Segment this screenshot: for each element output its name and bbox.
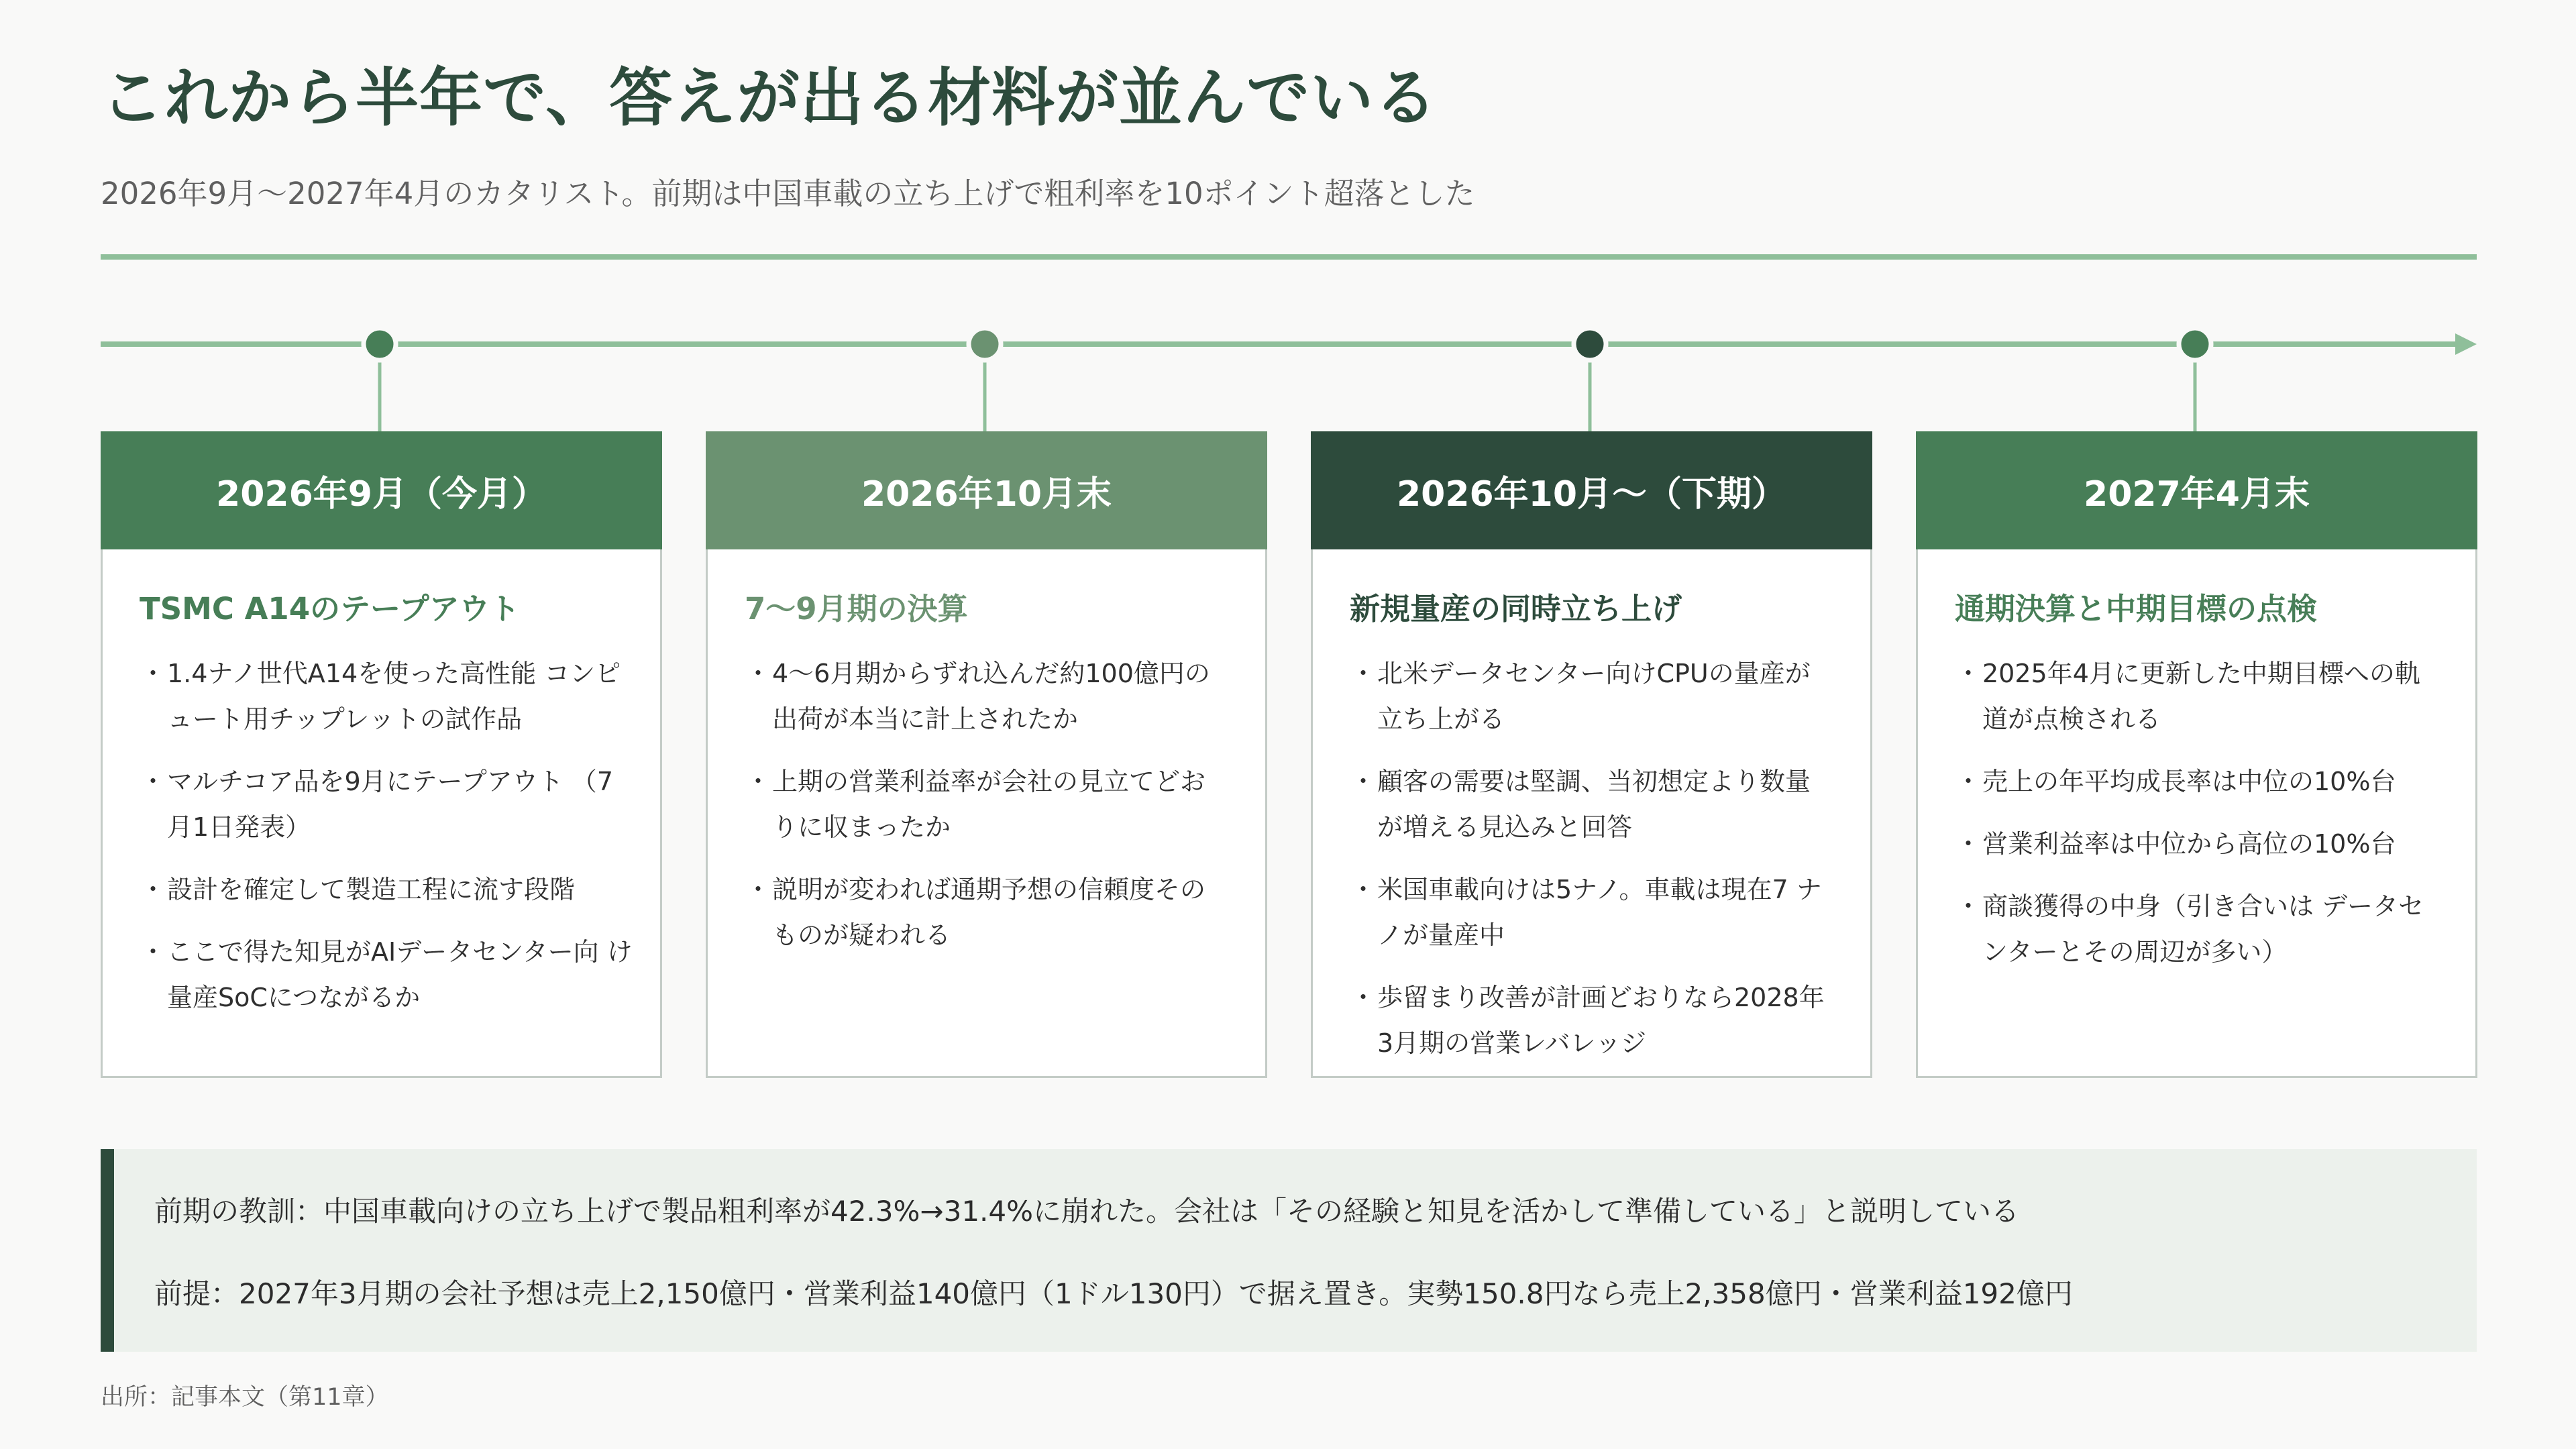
card-bullet-item: ・ 4〜6月期からずれ込んだ約100億円の 出荷が本当に計上されたか xyxy=(755,651,1238,742)
card-bullet-list xyxy=(103,651,660,1020)
card-subtitle: 7〜9月期の決算 xyxy=(745,591,968,627)
timeline-marker xyxy=(2179,328,2211,360)
card-bullet-item: ・ 2025年4月に更新した中期目標への軌 道が点検される xyxy=(1965,651,2449,742)
premise-note: 前提：2027年3月期の会社予想は売上2,150億円・営業利益140億円（1ドル130円）で据え置き。実勢150.8円なら売上2,358億円・営業利益192億円 xyxy=(154,1277,2073,1310)
card-subtitle: 通期決算と中期目標の点検 xyxy=(1955,591,2318,627)
card-bullet-list xyxy=(1918,651,2475,975)
lesson-note: 前期の教訓：中国車載向けの立ち上げで製品粗利率が42.3%→31.4%に崩れた。会社は「その経験と知見を活かして準備している」と説明している xyxy=(154,1195,2020,1228)
timeline-card xyxy=(101,431,662,1078)
card-bullet-item: ・ 説明が変われば通期予想の信頼度その ものが疑われる xyxy=(755,867,1238,958)
page-subtitle: 2026年9月〜2027年4月のカタリスト。前期は中国車載の立ち上げで粗利率を10ポイント超落とした xyxy=(101,176,1475,211)
card-bullet-item: ・ 北米データセンター向けCPUの量産が 立ち上がる xyxy=(1360,651,1843,742)
card-subtitle: 新規量産の同時立ち上げ xyxy=(1350,591,1682,627)
timeline-arrowhead-icon xyxy=(2455,333,2477,355)
timeline-marker xyxy=(364,328,396,360)
notes-callout xyxy=(101,1149,2477,1352)
card-bullet-item: ・ 米国車載向けは5ナノ。車載は現在7 ナノが量産中 xyxy=(1360,867,1843,958)
card-bullet-item: ・ マルチコア品を9月にテープアウト （7月1日発表） xyxy=(150,759,633,850)
card-bullet-item: ・ 売上の年平均成長率は中位の10%台 xyxy=(1965,759,2449,804)
card-bullet-item: ・ ここで得た知見がAIデータセンター向 け量産SoCにつながるか xyxy=(150,929,633,1020)
timeline-card xyxy=(1311,431,1872,1078)
card-date-header: 2026年9月（今月） xyxy=(101,431,662,549)
card-subtitle: TSMC A14のテープアウト xyxy=(140,591,520,627)
card-bullet-item: ・ 商談獲得の中身（引き合いは データセンターとその周辺が多い） xyxy=(1965,883,2449,975)
card-bullet-item: ・ 設計を確定して製造工程に流す段階 xyxy=(150,867,633,912)
card-date-header: 2027年4月末 xyxy=(1916,431,2477,549)
card-bullet-item: ・ 1.4ナノ世代A14を使った高性能 コンピュート用チップレットの試作品 xyxy=(150,651,633,742)
timeline-marker xyxy=(1574,328,1606,360)
card-bullet-list xyxy=(1313,651,1870,1066)
card-date-header: 2026年10月末 xyxy=(706,431,1267,549)
timeline-card xyxy=(706,431,1267,1078)
card-bullet-item: ・ 歩留まり改善が計画どおりなら2028年 3月期の営業レバレッジ xyxy=(1360,975,1843,1066)
source-note: 出所：記事本文（第11章） xyxy=(101,1384,389,1411)
timeline-marker xyxy=(969,328,1001,360)
page-title: これから半年で、答えが出る材料が並んでいる xyxy=(101,62,1438,135)
card-date-header: 2026年10月〜（下期） xyxy=(1311,431,1872,549)
timeline xyxy=(0,0,2576,470)
card-bullet-list xyxy=(708,651,1265,958)
card-bullet-item: ・ 上期の営業利益率が会社の見立てどお りに収まったか xyxy=(755,759,1238,850)
card-bullet-item: ・ 顧客の需要は堅調、当初想定より数量 が増える見込みと回答 xyxy=(1360,759,1843,850)
card-bullet-item: ・ 営業利益率は中位から高位の10%台 xyxy=(1965,821,2449,867)
timeline-card xyxy=(1916,431,2477,1078)
